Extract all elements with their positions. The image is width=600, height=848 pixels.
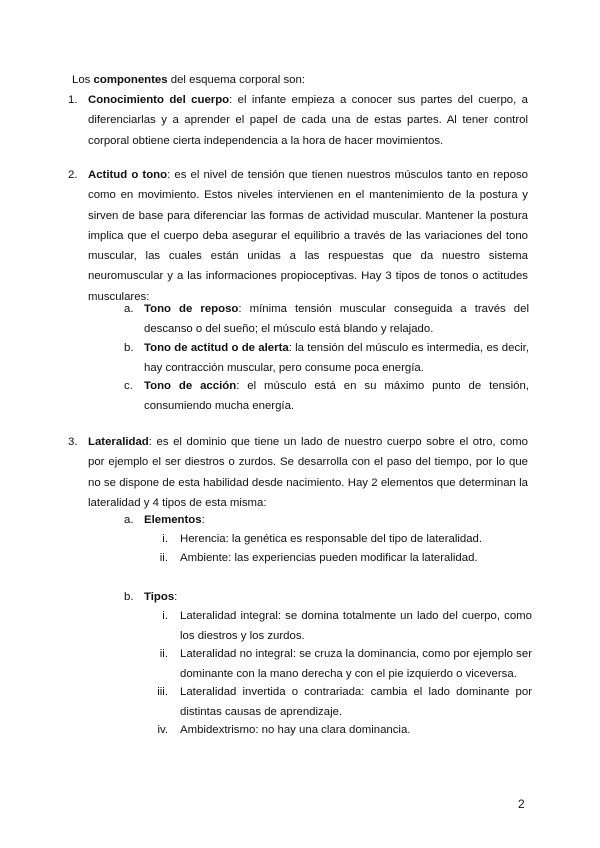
item-title: Lateralidad	[88, 436, 149, 448]
subitem-title: Elementos	[144, 514, 202, 526]
sublist-item-3a: a. Elementos:	[124, 514, 205, 526]
item-number: 3.	[68, 436, 78, 448]
page-number: 2	[518, 797, 525, 811]
item-number: 1.	[68, 94, 78, 106]
sublist-item-2c: c. Tono de acción: el músculo está en su máximo punto de tensión, consumiendo mucha energía.	[124, 380, 529, 413]
subitem-title: Tono de actitud o de alerta	[144, 342, 289, 354]
item-paragraph: Lateralidad: es el dominio que tiene un lado de nuestro cuerpo sobre el otro, como por ejemplo el ser diestros o zurdos. Se desarrolla con el paso del tiempo, por lo que no se dispone de esta habilidad desde nacimiento. Hay 2 elementos que determinan la lateralidad y 4 tipos de esta misma:	[88, 436, 528, 509]
sublist-item-3b: b. Tipos:	[124, 591, 178, 603]
list-item-1	[68, 90, 529, 151]
entry-3b-ii: ii. Lateralidad no integral: se cruza la dominancia, como por ejemplo ser dominante con la mano derecha y con el pie izquierdo o viceversa.	[159, 648, 532, 681]
item-number: 2.	[68, 169, 78, 181]
list-item-2	[68, 165, 528, 307]
entry-3b-i: i. Lateralidad integral: se domina totalmente un lado del cuerpo, como los diestros y los zurdos.	[162, 610, 532, 643]
subitem-title: Tipos	[144, 591, 175, 603]
entry-3a-i: i. Herencia: la genética es responsable del tipo de lateralidad.	[162, 533, 483, 545]
entry-3a-ii: ii. Ambiente: las experiencias pueden modificar la lateralidad.	[159, 552, 478, 564]
entry-3b-iv: iv. Ambidextrismo: no hay una clara dominancia.	[157, 724, 411, 736]
item-title: Actitud o tono	[88, 169, 168, 181]
item-title: Conocimiento del cuerpo	[88, 94, 230, 106]
sublist-item-2a: a. Tono de reposo: mínima tensión muscular conseguida a través del descanso o del sueño; el músculo está blando y relajado.	[124, 303, 529, 336]
entry-3b-iii: iii. Lateralidad invertida o contrariada: cambia el lado dominante por distintas causas de aprendizaje.	[157, 686, 532, 719]
subitem-title: Tono de reposo	[144, 303, 239, 315]
list-item-3	[68, 432, 528, 513]
item-paragraph: Conocimiento del cuerpo: el infante empieza a conocer sus partes del cuerpo, a diferenciarlas y a aprender el papel de cada una de estas partes. Al tener control corporal obtiene cierta independencia a la hora de hacer movimientos.	[88, 94, 529, 147]
sublist-item-2b: b. Tono de actitud o de alerta: la tensión del músculo es intermedia, es decir, hay contracción muscular, pero consume poca energía.	[124, 342, 529, 375]
subitem-title: Tono de acción	[144, 380, 237, 392]
intro-line: Los componentes del esquema corporal son:	[72, 74, 305, 86]
item-paragraph: Actitud o tono: es el nivel de tensión que tienen nuestros músculos tanto en reposo como en movimiento. Estos niveles intervienen en el mantenimiento de la postura y sirven de base para diferenciar las formas de actividad muscular. Mantener la postura implica que el cuerpo deba asegurar el equilibrio a través de las variaciones del tono muscular, las cuales están unidas a las respuestas que da nuestro sistema neuromuscular y a las informaciones propioceptivas. Hay 3 tipos de tonos o actitudes musculares:	[88, 169, 528, 303]
intro-bold: componentes	[93, 74, 168, 86]
